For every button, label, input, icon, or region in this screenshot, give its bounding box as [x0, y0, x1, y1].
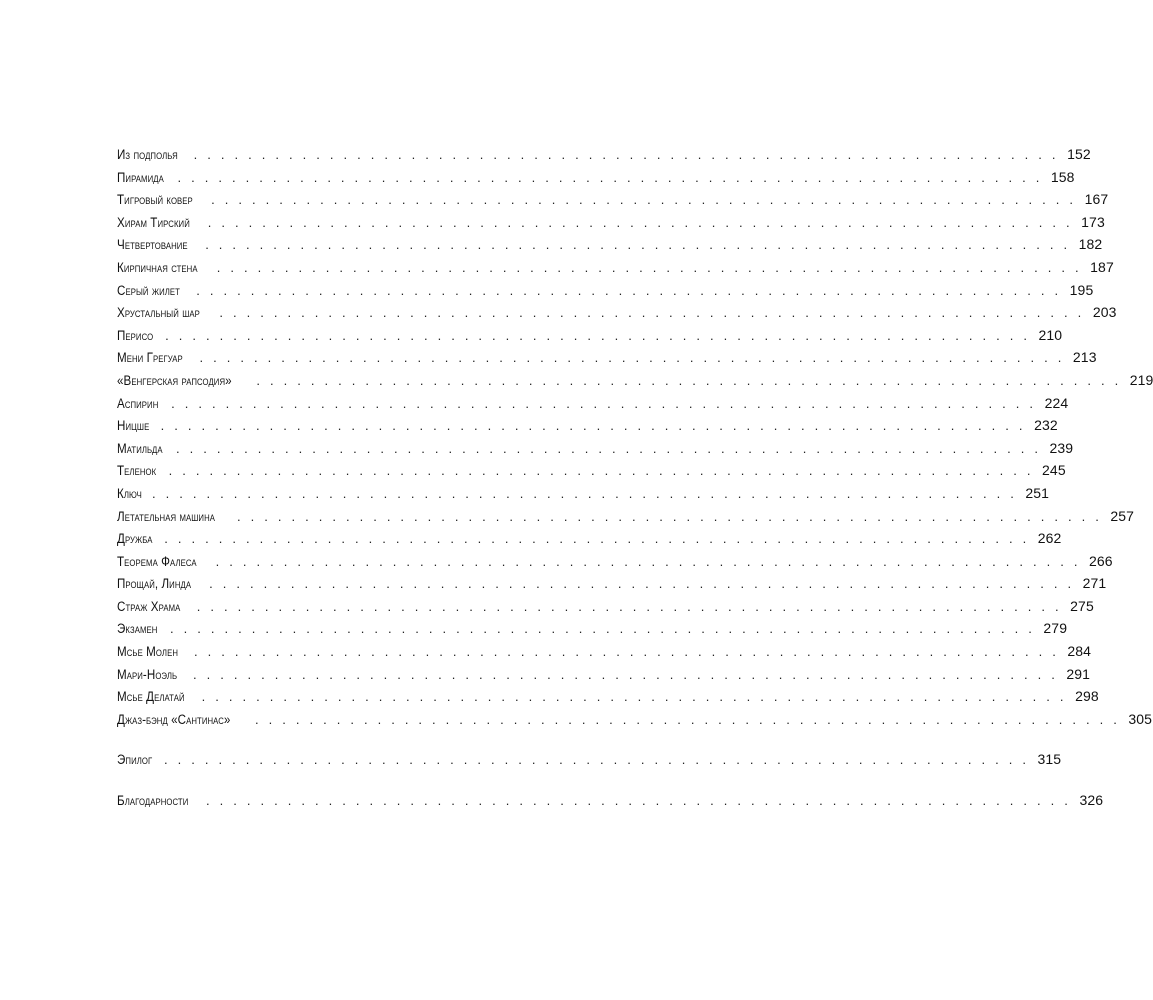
toc-entry[interactable]: [117, 439, 1074, 463]
toc-entry[interactable]: [117, 326, 1063, 350]
toc-entry-title: Благодарности: [117, 793, 189, 809]
toc-entry-title: Мсье Делатай: [117, 689, 185, 705]
toc-entry-page-number: 279: [1043, 620, 1068, 637]
dot-leader: . . . . . . . . . . . . . . . . . . . . . . . . . . . . . . . . . . . . . . . . . . . . . . . . . . . . . . . . . . . . . . . .: [236, 508, 1103, 524]
toc-entry[interactable]: [117, 665, 1091, 689]
toc-entry-page-number: 158: [1050, 168, 1075, 185]
dot-leader: . . . . . . . . . . . . . . . . . . . . . . . . . . . . . . . . . . . . . . . . . . . . . . . . . . . . . . . . . . . . . . . .: [164, 752, 1030, 768]
dot-leader: . . . . . . . . . . . . . . . . . . . . . . . . . . . . . . . . . . . . . . . . . . . . . . . . . . . . . . . . . . . . . . . .: [192, 666, 1059, 682]
toc-entry-page-number: 284: [1067, 643, 1092, 660]
toc-entry-page-number: 224: [1044, 394, 1069, 411]
toc-entry[interactable]: [117, 620, 1068, 643]
dot-leader: . . . . . . . . . . . . . . . . . . . . . . . . . . . . . . . . . . . . . . . . . . . . . . . . . . . . . . . . . . . . . . . .: [196, 282, 1062, 298]
toc-entry-title: Тигровый ковер: [117, 192, 193, 208]
toc-entry-title: Хирам Тирский: [117, 214, 190, 230]
toc-entry[interactable]: [117, 643, 1092, 666]
toc-entry-page-number: 298: [1075, 688, 1099, 705]
toc-entry-title: Летательная машина: [117, 508, 215, 524]
toc-entry-page-number: 187: [1090, 258, 1114, 275]
toc-entry-title: Мари-Ноэль: [117, 666, 178, 682]
dot-leader: . . . . . . . . . . . . . . . . . . . . . . . . . . . . . . . . . . . . . . . . . . . . . . . . . . . . . . . . . . . . . . . .: [254, 711, 1121, 727]
toc-entry[interactable]: [117, 552, 1113, 576]
toc-entry-page-number: 210: [1038, 326, 1063, 343]
dot-leader: . . . . . . . . . . . . . . . . . . . . . . . . . . . . . . . . . . . . . . . . . . . . . . . . . . . . . . . . . . . . . . . .: [193, 644, 1060, 660]
toc-entry[interactable]: [117, 710, 1153, 734]
toc-entry[interactable]: [117, 688, 1099, 711]
toc-entry-title: Эпилог: [117, 752, 153, 768]
dot-leader: . . . . . . . . . . . . . . . . . . . . . . . . . . . . . . . . . . . . . . . . . . . . . . . . . . . . . . . . . . . . . . . .: [256, 372, 1122, 388]
toc-entry[interactable]: [117, 168, 1075, 192]
toc-entry-title: Ницше: [117, 418, 150, 434]
toc-entry-page-number: 251: [1025, 484, 1050, 501]
toc-entry-title: Аспирин: [117, 395, 159, 411]
toc-entry-title: Хрустальный шар: [117, 305, 200, 321]
toc-entry-title: Серый жилет: [117, 282, 180, 298]
toc-entry[interactable]: [117, 575, 1107, 598]
toc-entry-title: Матильда: [117, 440, 163, 456]
toc-entry-page-number: 203: [1092, 304, 1117, 321]
toc-entry-page-number: 305: [1128, 710, 1153, 727]
toc-entry-page-number: 275: [1070, 597, 1094, 614]
toc-entry-page-number: 262: [1037, 530, 1062, 547]
dot-leader: . . . . . . . . . . . . . . . . . . . . . . . . . . . . . . . . . . . . . . . . . . . . . . . . . . . . . . . . . . . . . . . .: [216, 259, 1082, 275]
toc-entry[interactable]: [117, 281, 1094, 305]
toc-entry[interactable]: [117, 751, 1062, 774]
dot-leader: . . . . . . . . . . . . . . . . . . . . . . . . . . . . . . . . . . . . . . . . . . . . . . . . . . . . . . . . . . . . . . . .: [168, 463, 1034, 479]
toc-entry[interactable]: [117, 371, 1153, 395]
toc-entry-title: Экзамен: [117, 621, 158, 637]
toc-entry-title: Джаз-бэнд «Сантинас»: [117, 711, 231, 727]
toc-entry[interactable]: [117, 236, 1103, 259]
toc-entry[interactable]: [117, 258, 1114, 282]
toc-entry-title: Пирамида: [117, 169, 164, 185]
toc-entry-title: «Венгерская рапсодия»: [117, 372, 232, 388]
dot-leader: . . . . . . . . . . . . . . . . . . . . . . . . . . . . . . . . . . . . . . . . . . . . . . . . . . . . . . . . . . . . . . . .: [193, 147, 1059, 162]
toc-entry-page-number: 266: [1089, 552, 1113, 569]
toc-entry[interactable]: [117, 417, 1058, 440]
dot-leader: . . . . . . . . . . . . . . . . . . . . . . . . . . . . . . . . . . . . . . . . . . . . . . . . . . . . . . . . . . . . . . . .: [205, 237, 1071, 253]
toc-entry-page-number: 195: [1069, 281, 1094, 298]
dot-leader: . . . . . . . . . . . . . . . . . . . . . . . . . . . . . . . . . . . . . . . . . . . . . . . . . . . . . . . . . . . . . . . .: [209, 576, 1075, 592]
dot-leader: . . . . . . . . . . . . . . . . . . . . . . . . . . . . . . . . . . . . . . . . . . . . . . . . . . . . . . . . . . . . . . . .: [160, 418, 1026, 434]
toc-entry-page-number: 213: [1072, 349, 1097, 366]
toc-entry-page-number: 245: [1042, 462, 1066, 479]
toc-entry-page-number: 232: [1034, 417, 1058, 434]
toc-entry-title: Теленок: [117, 463, 157, 479]
toc-entry-page-number: 173: [1081, 213, 1105, 230]
toc-entry[interactable]: [117, 792, 1104, 815]
toc-entry-title: Мсье Молен: [117, 644, 179, 660]
toc-entry[interactable]: [117, 394, 1069, 418]
toc-entry-title: Ключ: [117, 485, 142, 501]
dot-leader: . . . . . . . . . . . . . . . . . . . . . . . . . . . . . . . . . . . . . . . . . . . . . . . . . . . . . . . . . . . . . . . .: [211, 192, 1077, 208]
toc-entry-page-number: 315: [1037, 751, 1062, 768]
toc-entry[interactable]: [117, 146, 1091, 169]
toc-entry-page-number: 257: [1110, 507, 1135, 524]
toc-entry[interactable]: [117, 213, 1105, 237]
toc-entry-title: Теорема Фалеса: [117, 553, 197, 569]
dot-leader: . . . . . . . . . . . . . . . . . . . . . . . . . . . . . . . . . . . . . . . . . . . . . . . . . . . . . . . . . . . . . . . .: [164, 531, 1030, 547]
toc-entry-title: Кирпичная стена: [117, 259, 198, 275]
toc-entry-page-number: 152: [1067, 146, 1091, 162]
dot-leader: . . . . . . . . . . . . . . . . . . . . . . . . . . . . . . . . . . . . . . . . . . . . . . . . . . . . . . . . . . . . . . . .: [199, 350, 1065, 366]
toc-entry-title: Четвертование: [117, 237, 188, 253]
toc-entry[interactable]: [117, 507, 1135, 531]
toc-entry-page-number: 182: [1078, 236, 1103, 253]
toc-entry-page-number: 291: [1066, 665, 1091, 682]
dot-leader: . . . . . . . . . . . . . . . . . . . . . . . . . . . . . . . . . . . . . . . . . . . . . . . . . . . . . . . . . . . . . . . .: [219, 305, 1085, 321]
dot-leader: . . . . . . . . . . . . . . . . . . . . . . . . . . . . . . . . . . . . . . . . . . . . . . . . . . . . . . . . . . . . . . . .: [171, 395, 1037, 411]
toc-entry[interactable]: [117, 191, 1109, 214]
dot-leader: . . . . . . . . . . . . . . . . . . . . . . . . . . . . . . . . . . . . . . . . . . . . . . . . . . . . . . . . . . . . . . . .: [177, 169, 1043, 185]
toc-entry[interactable]: [117, 484, 1050, 508]
toc-entry[interactable]: [117, 462, 1066, 485]
toc-entry-title: Дружба: [117, 531, 153, 547]
toc-entry-title: Мени Грегуар: [117, 350, 183, 366]
toc-entry-page-number: 326: [1079, 792, 1104, 809]
toc-entry-page-number: 239: [1049, 439, 1074, 456]
dot-leader: . . . . . . . . . . . . . . . . . . . . . . . . . . . . . . . . . . . . . . . . . . . . . . . . . . . . . . . . . . . . . . . .: [196, 598, 1062, 614]
toc-entry-page-number: 219: [1129, 371, 1153, 388]
toc-entry-title: Из подполья: [117, 147, 178, 162]
dot-leader: . . . . . . . . . . . . . . . . . . . . . . . . . . . . . . . . . . . . . . . . . . . . . . . . . . . . . . . . . . . . . . . .: [169, 621, 1036, 637]
toc-entry[interactable]: [117, 304, 1117, 327]
toc-entry-page-number: 167: [1084, 191, 1109, 208]
toc-entry-page-number: 271: [1082, 575, 1107, 592]
toc-entry[interactable]: [117, 530, 1062, 553]
dot-leader: . . . . . . . . . . . . . . . . . . . . . . . . . . . . . . . . . . . . . . . . . . . . . . . . . . . . . . . . . . . . . . . .: [151, 485, 1018, 501]
dot-leader: . . . . . . . . . . . . . . . . . . . . . . . . . . . . . . . . . . . . . . . . . . . . . . . . . . . . . . . . . . . . . . . .: [201, 689, 1067, 705]
toc-entry[interactable]: [117, 349, 1097, 372]
dot-leader: . . . . . . . . . . . . . . . . . . . . . . . . . . . . . . . . . . . . . . . . . . . . . . . . . . . . . . . . . . . . . . . .: [215, 553, 1081, 569]
dot-leader: . . . . . . . . . . . . . . . . . . . . . . . . . . . . . . . . . . . . . . . . . . . . . . . . . . . . . . . . . . . . . . . .: [176, 440, 1042, 456]
table-of-contents: [117, 146, 1153, 815]
toc-entry-title: Страж Храма: [117, 598, 181, 614]
toc-entry-title: Перисо: [117, 327, 154, 343]
toc-entry-title: Прощай, Линда: [117, 576, 192, 592]
dot-leader: . . . . . . . . . . . . . . . . . . . . . . . . . . . . . . . . . . . . . . . . . . . . . . . . . . . . . . . . . . . . . . . .: [207, 214, 1073, 230]
dot-leader: . . . . . . . . . . . . . . . . . . . . . . . . . . . . . . . . . . . . . . . . . . . . . . . . . . . . . . . . . . . . . . . .: [206, 793, 1072, 809]
dot-leader: . . . . . . . . . . . . . . . . . . . . . . . . . . . . . . . . . . . . . . . . . . . . . . . . . . . . . . . . . . . . . . . .: [165, 327, 1031, 343]
toc-entry[interactable]: [117, 597, 1094, 621]
